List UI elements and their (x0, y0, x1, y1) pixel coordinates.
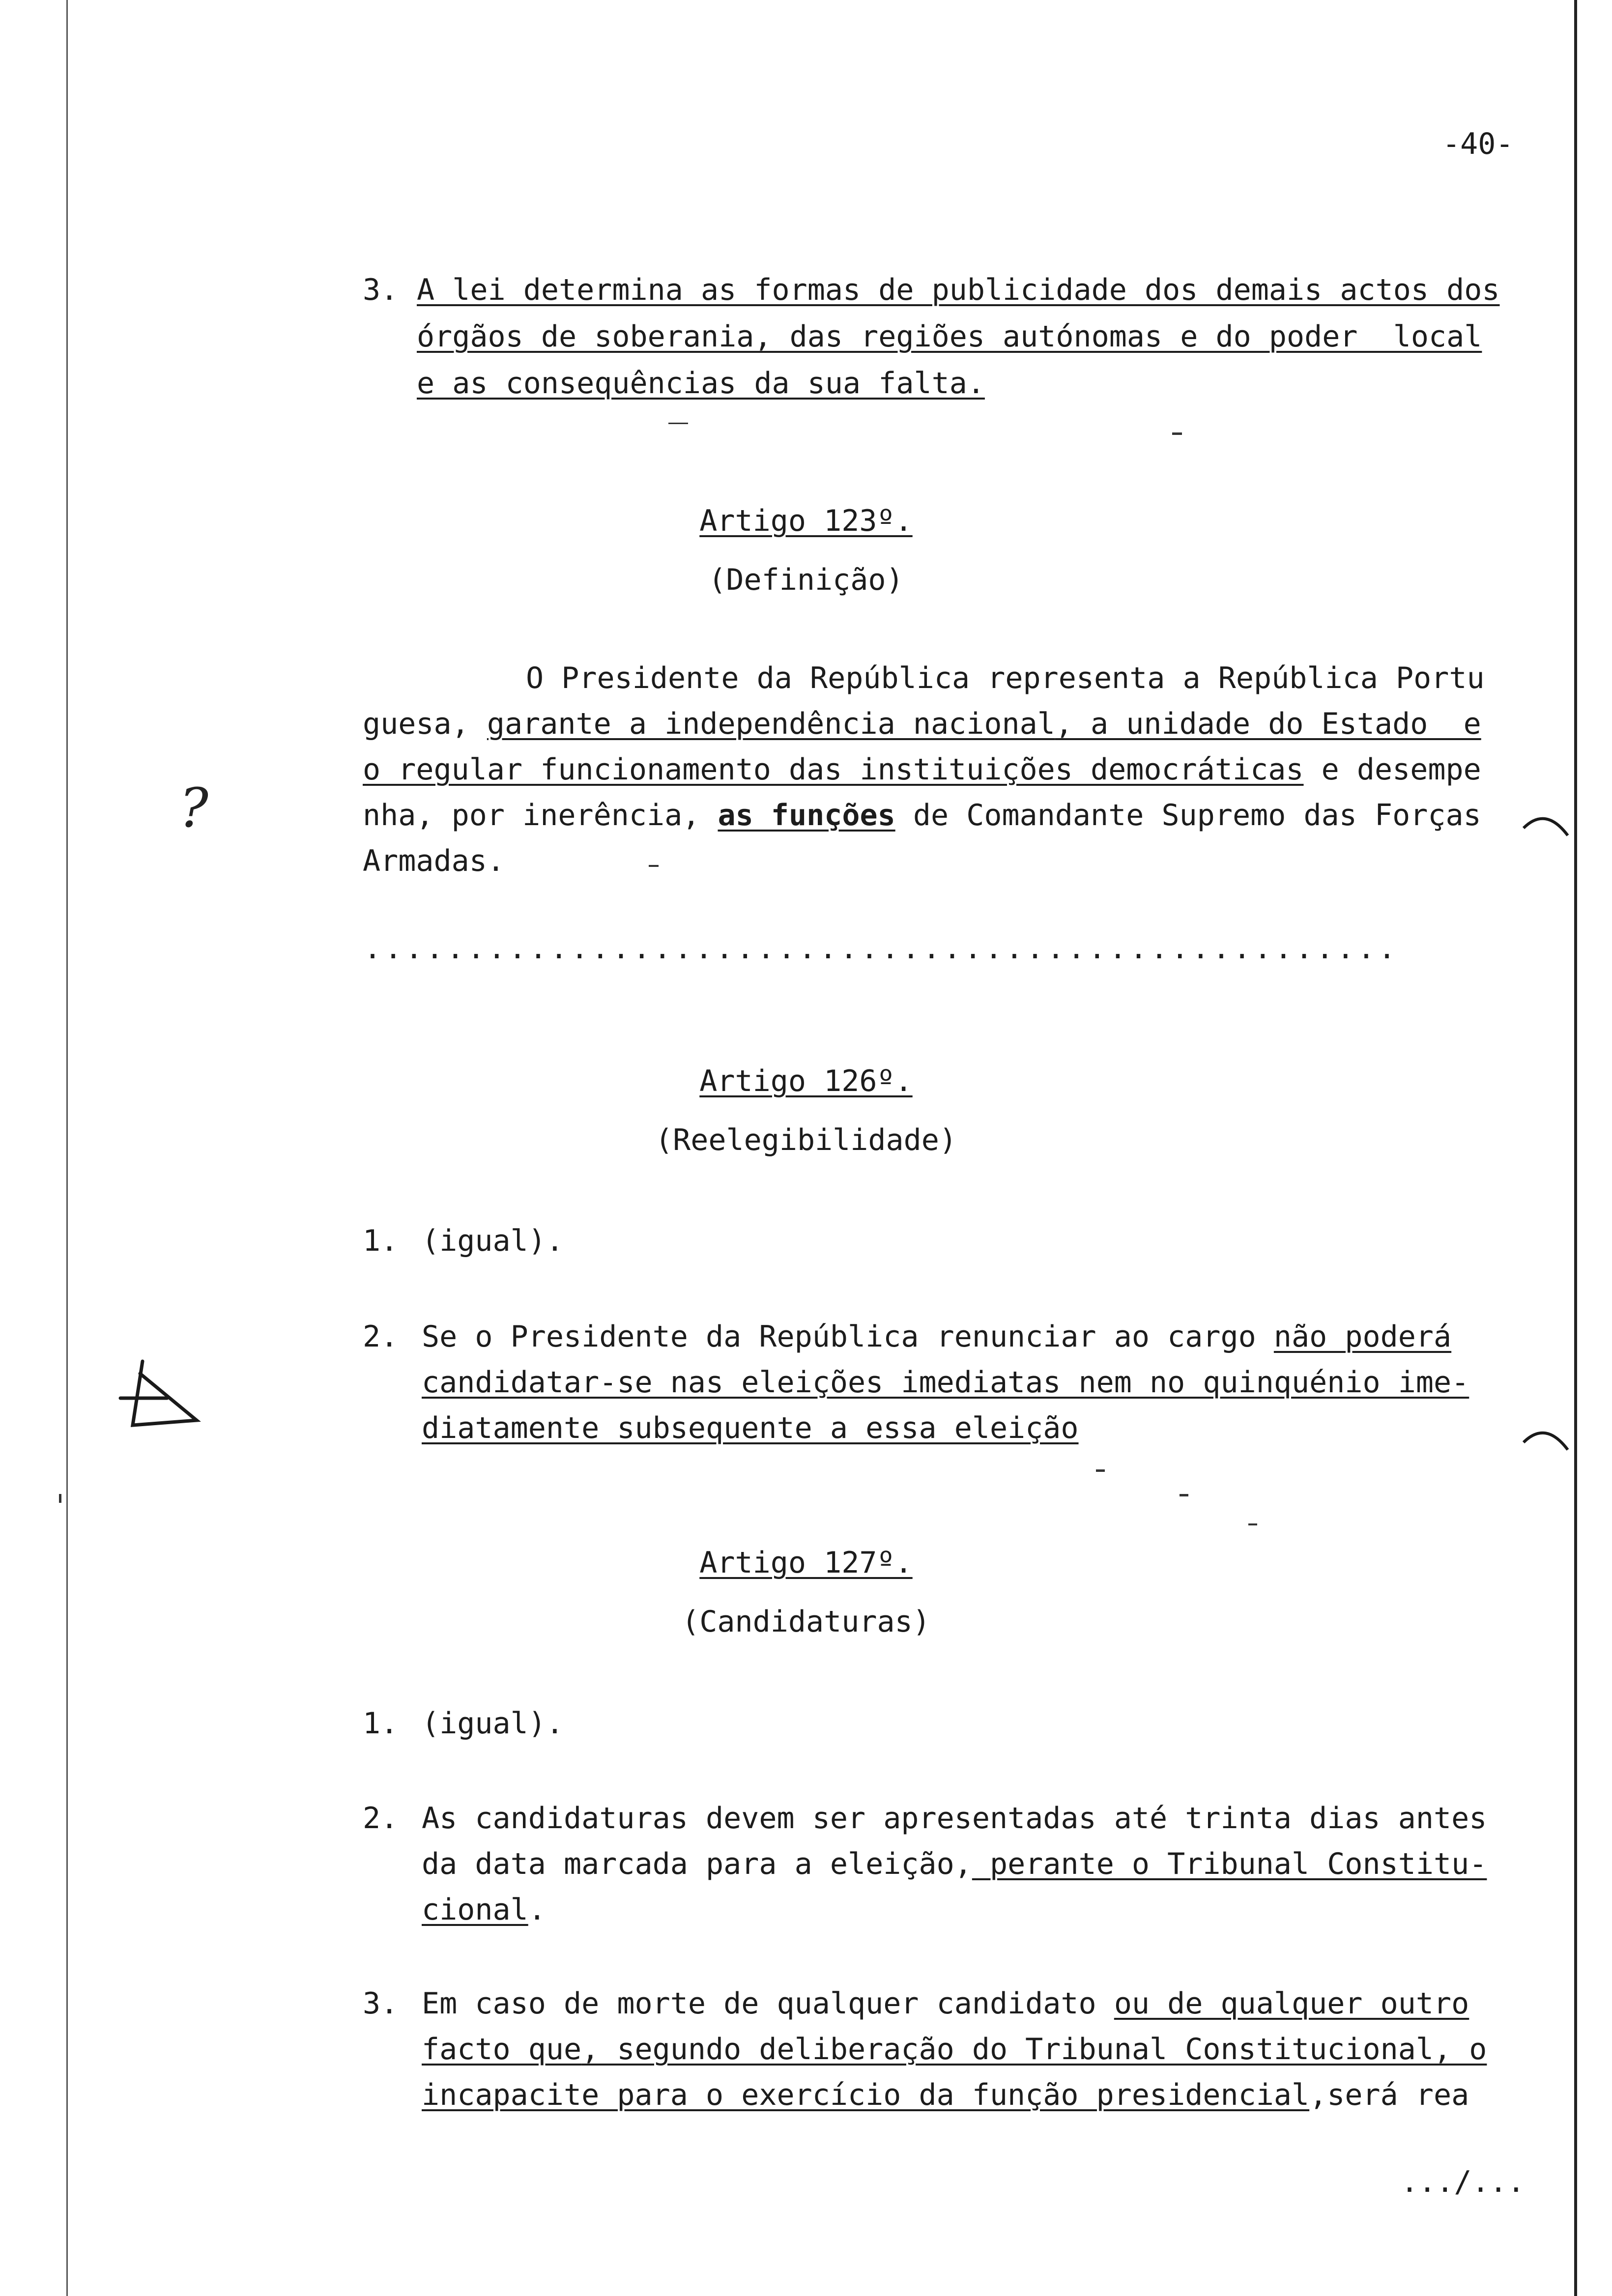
item-text: (igual). (422, 1224, 564, 1258)
text-run: nha, por inerência, (363, 798, 718, 832)
underlined-text: cional (422, 1893, 528, 1927)
underlined-text: , o (1434, 2032, 1487, 2066)
underlined-text: ou de qualquer outro (1114, 1986, 1469, 2021)
page-number: -40- (1442, 127, 1514, 161)
underlined-text: , a unidade do Estado e (1055, 707, 1481, 741)
article-title: Artigo 126º. (699, 1064, 913, 1098)
article-subtitle: (Reelegibilidade) (655, 1123, 957, 1157)
underlined-text: as funções (718, 798, 895, 832)
paragraph-line (422, 2073, 1469, 2117)
scan-speck (668, 423, 688, 424)
paragraph-line (422, 1842, 1487, 1886)
paragraph-line (422, 1888, 546, 1932)
paragraph-line (363, 747, 1481, 792)
article-subtitle: (Candidaturas) (682, 1605, 930, 1639)
article-title: Artigo 127º. (699, 1546, 913, 1580)
text-run: Se o Presidente da República renunciar ao cargo (422, 1320, 1274, 1354)
scan-speck (1096, 1469, 1105, 1472)
scan-speck (59, 1494, 61, 1503)
scan-speck (1248, 1523, 1257, 1525)
text-run: e desempe (1303, 752, 1481, 787)
paragraph-line (422, 1981, 1469, 2026)
text-run: da data marcada para a eleição, (422, 1847, 972, 1881)
dotted-separator: .................................................. (364, 931, 1399, 966)
underlined-text: incapacite para o exercício da função presidencial (422, 2078, 1310, 2112)
continuation-mark: .../... (1401, 2165, 1525, 2199)
scan-speck (1180, 1494, 1188, 1496)
underlined-text: facto que (422, 2032, 582, 2066)
item-number: 3. (363, 1986, 399, 2021)
item-number: 2. (363, 1320, 399, 1354)
item-number: 3. (363, 273, 399, 307)
margin-bracket-mark (1519, 806, 1573, 850)
item-text: (igual). (422, 1706, 564, 1741)
handwritten-delta-mark (113, 1351, 211, 1435)
paragraph-line (526, 656, 1485, 700)
underlined-text: , segundo deliberação do Tribunal Constitucional (581, 2032, 1434, 2066)
item-number: 1. (363, 1224, 399, 1258)
item-number: 1. (363, 1706, 399, 1741)
scan-speck (649, 865, 659, 867)
item-3-line-2: órgãos de soberania, das regiões autónomas e do poder local (417, 319, 1482, 354)
text-run: ,será rea (1309, 2078, 1469, 2112)
text-run: O Presidente da República representa a República Portu (526, 661, 1485, 695)
article-title: Artigo 123º. (699, 504, 913, 538)
paragraph-line (422, 1315, 1451, 1359)
underlined-text: não poderá (1273, 1320, 1452, 1354)
item-number: 2. (363, 1801, 399, 1836)
text-run: de Comandante Supremo das Forças (895, 798, 1481, 832)
paragraph-line (363, 793, 1481, 837)
margin-bracket-mark (1519, 1420, 1573, 1464)
handwritten-question-mark: ? (179, 776, 208, 839)
item-3-line-3: e as consequências da sua falta. (417, 366, 985, 401)
underlined-text: o regular funcionamento das instituições democráticas (363, 752, 1304, 787)
paragraph-line (422, 2027, 1487, 2071)
text-run: Em caso de morte de qualquer candidato (422, 1986, 1114, 2021)
paragraph-line: Armadas. (363, 844, 505, 878)
article-subtitle: (Definição) (708, 563, 904, 597)
paragraph-line: As candidaturas devem ser apresentadas até trinta dias antes (422, 1801, 1487, 1836)
paragraph-line: candidatar-se nas eleições imediatas nem no quinquénio ime- (422, 1365, 1469, 1400)
paragraph-line: diatamente subsequente a essa eleição (422, 1411, 1079, 1445)
paragraph-line (363, 702, 1481, 746)
text-run: guesa, (363, 707, 487, 741)
scan-speck (1172, 432, 1182, 435)
underlined-text: perante o Tribunal Constitu- (972, 1847, 1487, 1881)
text-run: . (528, 1893, 546, 1927)
item-3-line-1: A lei determina as formas de publicidade dos demais actos dos (417, 273, 1500, 307)
underlined-text: garante a independência nacional (487, 707, 1055, 741)
